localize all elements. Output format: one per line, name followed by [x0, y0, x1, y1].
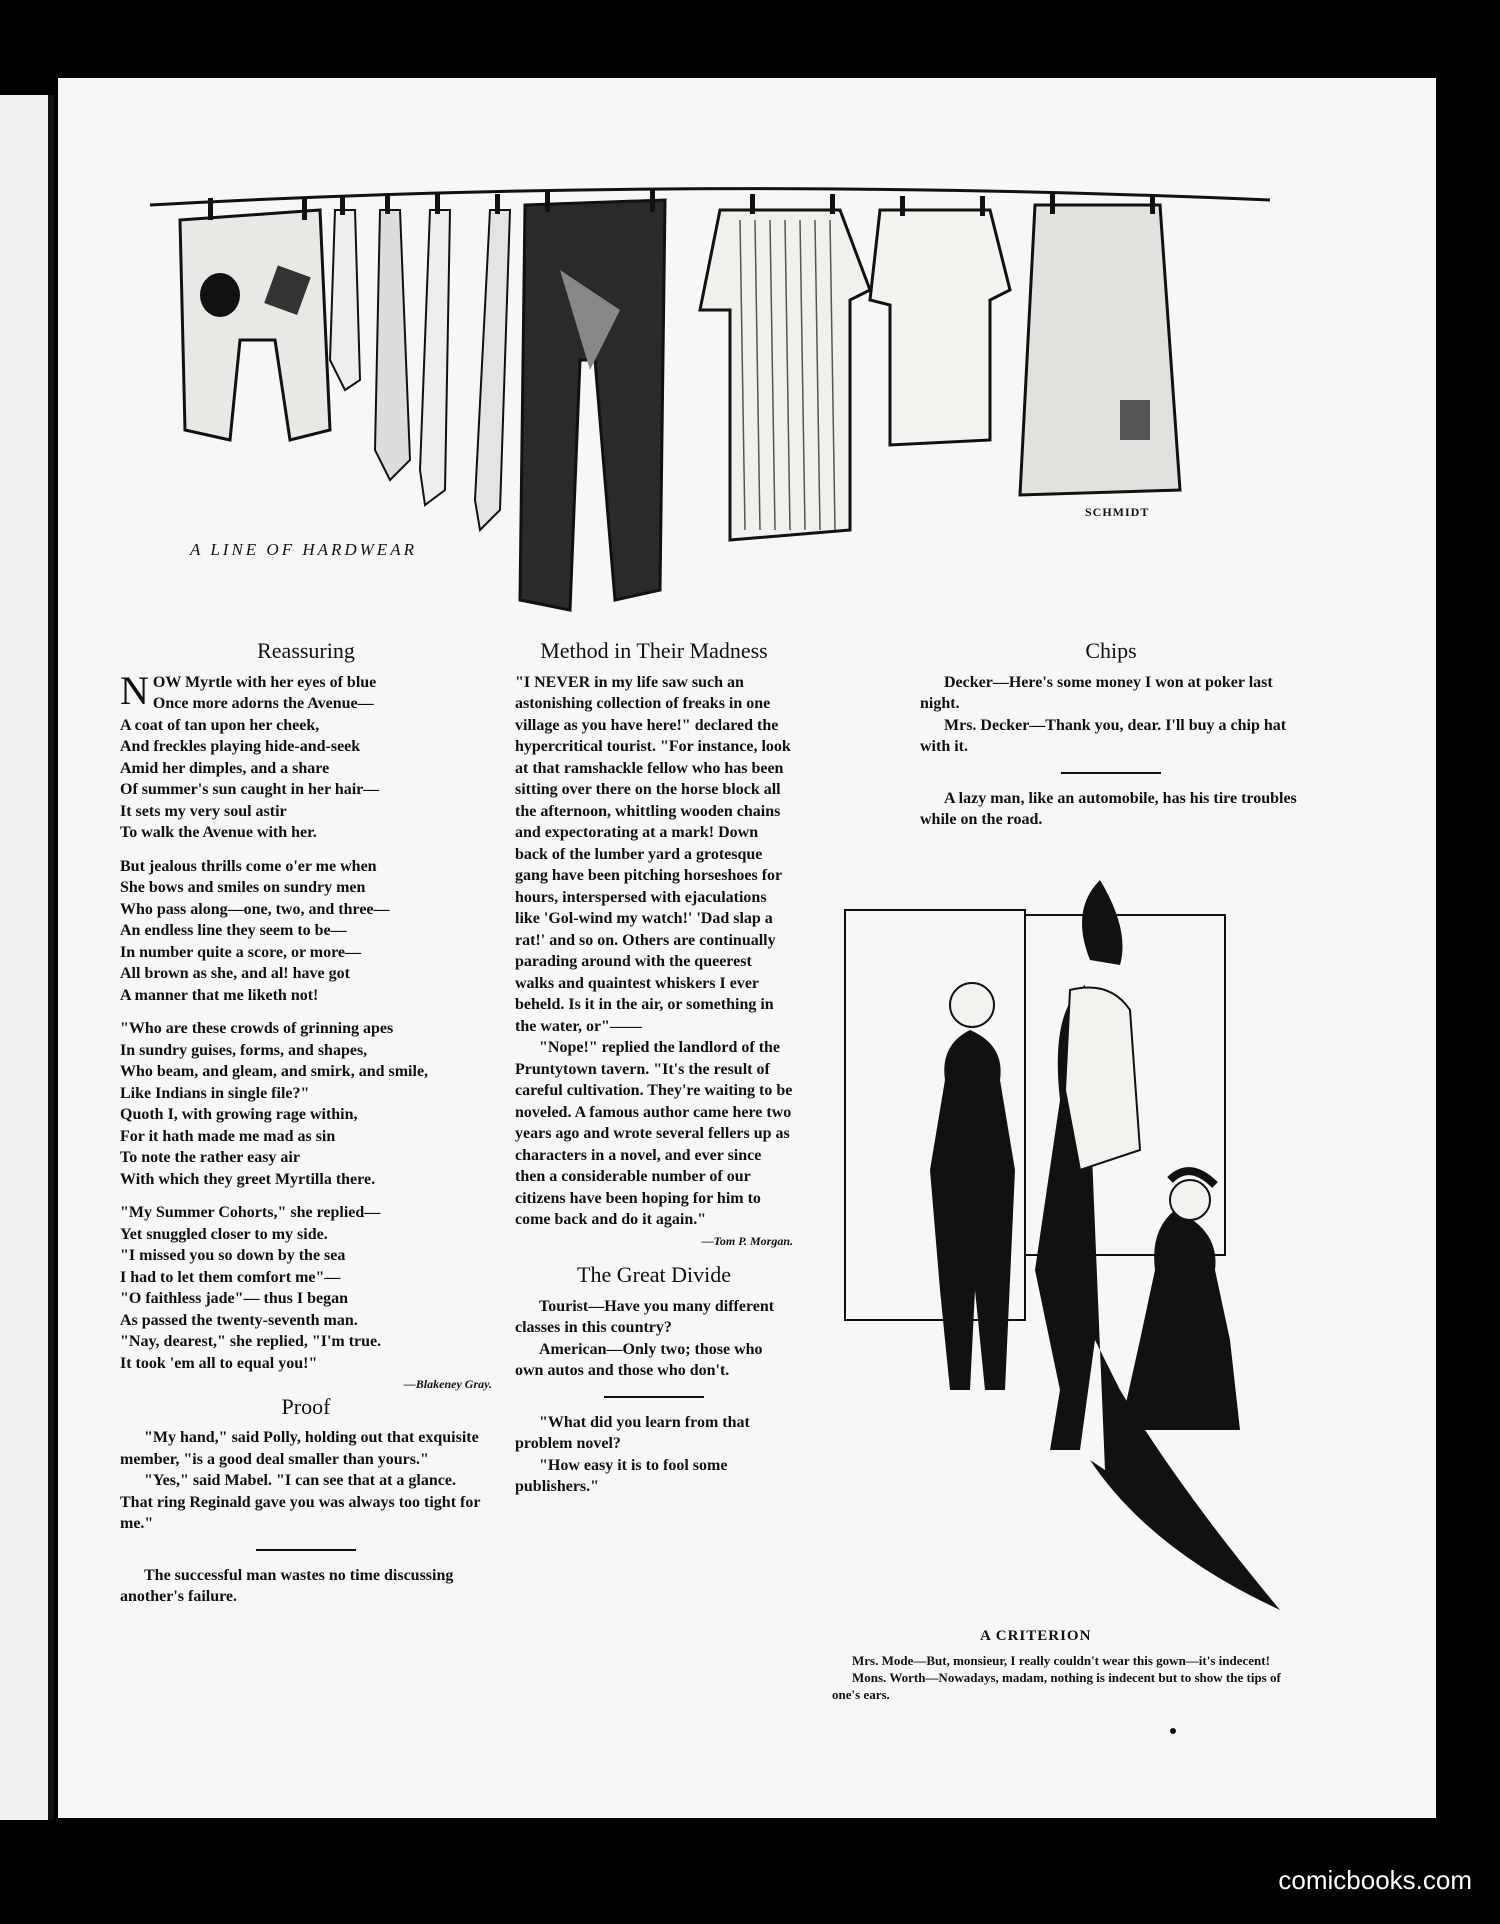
proof-paragraph-2: "Yes," said Mabel. "I can see that at a glance. That ring Reginald gave you was always too tight for me.": [120, 1472, 481, 1532]
gutter-line: [48, 95, 54, 1820]
reassuring-stanza-4: "My Summer Cohorts," she replied— Yet snuggled closer to my side. "I missed you so down by the sea I had to let them comfort me"— "O faithless jade"— thus I began As passed the twenty-seventh man. "Nay, dearest," she replied, "I'm true. It took 'em all to equal you!": [120, 1204, 382, 1372]
method-paragraph-1: "I NEVER in my life saw such an astonishing collection of freaks in one village as you have here!" declared the hypercritical tourist. "For instance, look at that ramshackle fellow who has been sitting over there on the horse block all the afternoon, whittling wooden chains and expectorating at a mark! Down back of the lumber yard a grotesque gang have been pitching horseshoes for hours, interspersed with ejaculations like 'Gol-wind my watch!' 'Dad slap a rat!' and so on. Others are continually parading around with the queerest walks and quaintest whiskers I ever beheld. Is it in the air, or something in the water, or"——: [515, 673, 791, 1035]
criterion-dialogue: [832, 1652, 1282, 1703]
method-paragraph-2: "Nope!" replied the landlord of the Pruntytown tavern. "It's the result of careful cultivation. They're waiting to be noveled. A famous author came here two years ago and wrote several fellers up as characters in a novel, and ever since then a considerable number of our citizens have been hoping for him to come back and do it again.": [515, 1039, 793, 1228]
divide-tourist-line: Tourist—Have you many different classes in this country?: [515, 1297, 775, 1336]
divider: [256, 1549, 356, 1551]
column-2: [515, 640, 793, 1498]
proof-paragraph-1: "My hand," said Polly, holding out that exquisite member, "is a good deal smaller than yours.": [120, 1429, 479, 1468]
divider: [1061, 772, 1161, 774]
criterion-mrs-mode-line: Mrs. Mode—But, monsieur, I really couldn't wear this gown—it's indecent!: [852, 1653, 1270, 1668]
proof-title: Proof: [281, 1393, 331, 1419]
reassuring-stanza-2: But jealous thrills come o'er me when She bows and smiles on sundry men Who pass along—one, two, and three— An endless line they seem to be— In number quite a score, or more— All brown as she, and al! have got A manner that me liketh not!: [120, 857, 390, 1004]
method-title: Method in Their Madness: [540, 638, 768, 663]
reassuring-title: Reassuring: [257, 638, 355, 663]
chips-decker-line: Decker—Here's some money I won at poker last night.: [920, 673, 1273, 712]
criterion-title: A CRITERION: [980, 1628, 1092, 1644]
artist-signature: SCHMIDT: [1085, 505, 1150, 519]
lazy-man-joke: A lazy man, like an automobile, has his tire troubles while on the road.: [920, 789, 1297, 828]
reassuring-stanza-1: OW Myrtle with her eyes of blue Once more adorns the Avenue— A coat of tan upon her cheek, And freckles playing hide-and-seek Amid her dimples, and a share Of summer's sun caught in her hair— It sets my very soul astir To walk the Avenue with her.: [120, 673, 380, 841]
criterion-illustration: [820, 870, 1310, 1630]
chips-title: Chips: [1085, 638, 1137, 663]
reassuring-signature: —Blakeney Gray.: [403, 1377, 492, 1391]
illustration-caption: A LINE OF HARDWEAR: [190, 540, 417, 559]
novel-answer: "How easy it is to fool some publishers.": [515, 1456, 728, 1495]
divider: [604, 1396, 704, 1398]
great-divide-title: The Great Divide: [577, 1262, 731, 1287]
success-joke: The successful man wastes no time discussing another's failure.: [120, 1566, 454, 1605]
drop-cap: N: [120, 667, 149, 713]
divide-american-line: American—Only two; those who own autos and those who don't.: [515, 1340, 763, 1379]
column-3: [920, 640, 1302, 831]
method-signature: —Tom P. Morgan.: [701, 1233, 793, 1248]
column-1: [120, 640, 492, 1608]
criterion-drawing: [820, 870, 1310, 1630]
novel-question: "What did you learn from that problem novel?: [515, 1413, 750, 1452]
criterion-mons-worth-line: Mons. Worth—Nowadays, madam, nothing is indecent but to show the tips of one's ears.: [832, 1670, 1281, 1702]
chips-mrs-decker-line: Mrs. Decker—Thank you, dear. I'll buy a chip hat with it.: [920, 716, 1287, 755]
site-watermark: comicbooks.com: [1278, 1865, 1472, 1895]
left-page-edge: [0, 95, 52, 1820]
reassuring-stanza-3: "Who are these crowds of grinning apes In sundry guises, forms, and shapes, Who beam, and gleam, and smirk, and smile, Like Indians in single file?" Quoth I, with growing rage within, For it hath made me mad as sin To note the rather easy air With which they greet Myrtilla there.: [120, 1020, 429, 1188]
page-mark: [1170, 1728, 1176, 1734]
